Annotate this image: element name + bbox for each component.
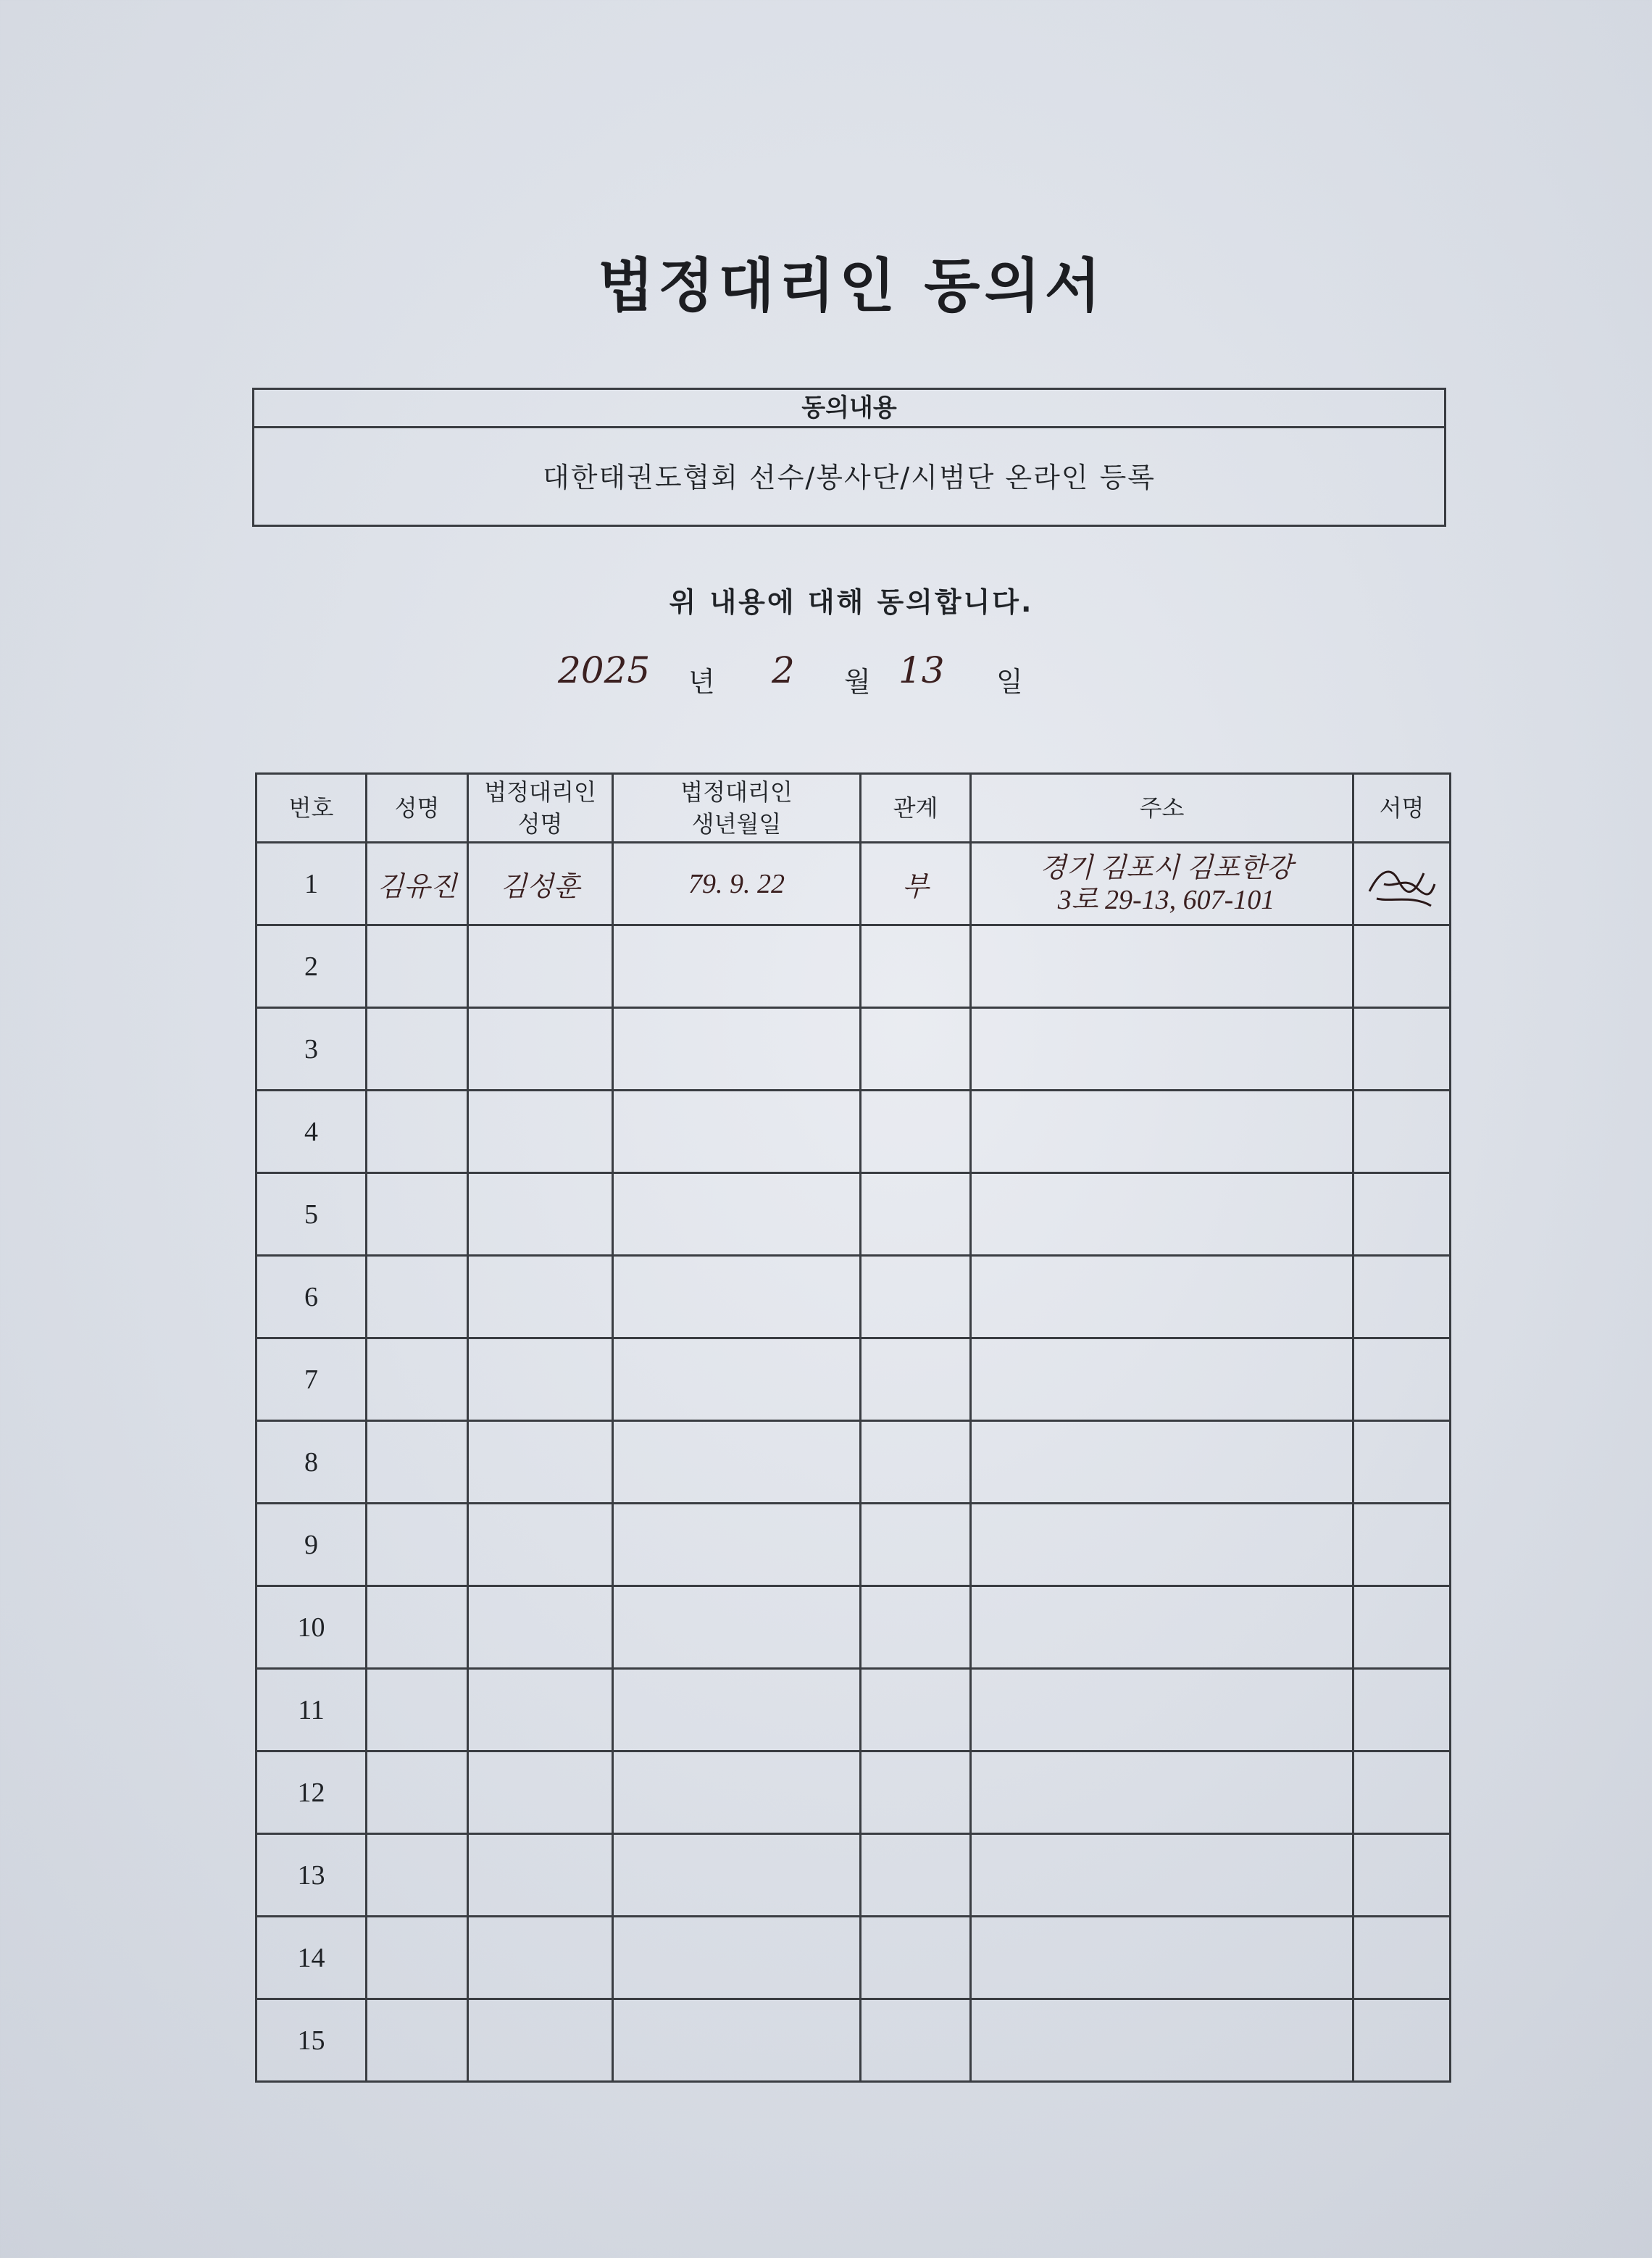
guardian-name [468,1008,613,1091]
table-row [256,1669,1451,1751]
guardian-birth [613,1999,861,2082]
participant-name [367,1999,468,2082]
table-row [256,925,1451,1008]
header-name: 성명 [367,774,468,843]
signature-cell [1353,925,1451,1008]
date-day-label: 일 [996,666,1023,698]
guardian-name [468,1586,613,1669]
relation [861,925,971,1008]
guardian-name [468,1504,613,1586]
document-title: 법정대리인 동의서 [597,252,1106,320]
participant-name [367,1173,468,1256]
guardian-name [468,1421,613,1504]
relation [861,1586,971,1669]
participant-name [367,1586,468,1669]
table-row [256,1751,1451,1834]
signature-cell [1353,1999,1451,2082]
handwritten-signature [1362,855,1442,913]
guardian-birth [613,1834,861,1917]
date-year-label: 년 [688,666,715,698]
guardian-name [468,1091,613,1173]
participant-name [367,1091,468,1173]
row-number: 1 [256,843,367,925]
address [971,1504,1353,1586]
consent-header: 동의내용 [254,390,1444,428]
row-number: 5 [256,1173,367,1256]
address [971,925,1353,1008]
table-row [256,1917,1451,1999]
address-line1: 경기 김포시 김포한강 [1039,852,1293,883]
date-year-value: 2025 [558,649,651,691]
row-number: 14 [256,1917,367,1999]
consent-body: 대한태권도협회 선수/봉사단/시범단 온라인 등록 [542,462,1156,493]
address [971,1586,1353,1669]
relation: 부 [861,843,971,925]
relation [861,1504,971,1586]
guardian-name [468,1834,613,1917]
header-guardian-name [468,774,613,843]
guardian-birth [613,1173,861,1256]
table-row [256,843,1451,925]
signature-cell [1353,843,1451,925]
date-day-value: 13 [898,649,945,691]
guardian-name [468,1338,613,1421]
relation [861,1669,971,1751]
address [971,1008,1353,1091]
participant-name [367,1834,468,1917]
address [971,1834,1353,1917]
table-row [256,1834,1451,1917]
guardian-name [468,1669,613,1751]
address [971,1421,1353,1504]
consent-box [252,388,1446,527]
header-guardian-name-line1: 법정대리인 [484,778,596,806]
relation [861,1091,971,1173]
table-row [256,1999,1451,2082]
guardian-name [468,1256,613,1338]
participant-name [367,1504,468,1586]
participant-name [367,1421,468,1504]
row-number: 10 [256,1586,367,1669]
address [971,1669,1353,1751]
participant-name: 김유진 [367,843,468,925]
signature-cell [1353,1834,1451,1917]
signature-cell [1353,1008,1451,1091]
row-number: 13 [256,1834,367,1917]
agree-statement: 위 내용에 대해 동의합니다. [669,586,1034,618]
participant-name [367,1751,468,1834]
row-number: 11 [256,1669,367,1751]
row-number: 9 [256,1504,367,1586]
row-number: 12 [256,1751,367,1834]
header-guardian-birth [613,774,861,843]
guardian-name: 김성훈 [468,843,613,925]
guardian-birth [613,1586,861,1669]
header-row [256,774,1451,843]
guardian-birth [613,1421,861,1504]
address [971,1256,1353,1338]
participant-name [367,1338,468,1421]
guardian-birth [613,1256,861,1338]
row-number: 7 [256,1338,367,1421]
table-row [256,1173,1451,1256]
relation [861,1256,971,1338]
relation [861,1421,971,1504]
row-number: 6 [256,1256,367,1338]
table-row [256,1421,1451,1504]
signature-cell [1353,1091,1451,1173]
signature-cell [1353,1669,1451,1751]
signature-cell [1353,1504,1451,1586]
row-number: 8 [256,1421,367,1504]
guardian-name [468,1751,613,1834]
header-signature: 서명 [1353,774,1451,843]
address [971,1173,1353,1256]
signature-cell [1353,1917,1451,1999]
table-row [256,1338,1451,1421]
guardian-birth [613,1008,861,1091]
header-guardian-birth-line1: 법정대리인 [680,778,793,806]
date-month-value: 2 [772,649,795,691]
guardian-name [468,1173,613,1256]
row-number: 4 [256,1091,367,1173]
guardian-name [468,1917,613,1999]
guardian-birth [613,1669,861,1751]
table-row [256,1586,1451,1669]
table-row [256,1256,1451,1338]
guardian-birth [613,1091,861,1173]
guardian-birth [613,1917,861,1999]
guardian-birth [613,1504,861,1586]
header-guardian-birth-line2: 생년월일 [691,810,782,838]
row-number: 2 [256,925,367,1008]
address-line2: 3로 29-13, 607-101 [1057,884,1275,915]
relation [861,1917,971,1999]
guardian-birth [613,925,861,1008]
relation [861,1834,971,1917]
relation [861,1751,971,1834]
header-relation: 관계 [861,774,971,843]
relation [861,1008,971,1091]
table-row [256,1008,1451,1091]
participant-name [367,1669,468,1751]
guardian-name [468,925,613,1008]
guardian-birth [613,1751,861,1834]
table-row [256,1091,1451,1173]
participant-name [367,925,468,1008]
signature-cell [1353,1173,1451,1256]
guardian-birth [613,1338,861,1421]
address [971,1751,1353,1834]
address [971,1338,1353,1421]
signature-cell [1353,1256,1451,1338]
signature-cell [1353,1751,1451,1834]
relation [861,1338,971,1421]
signature-cell [1353,1586,1451,1669]
table-row [256,1504,1451,1586]
participant-name [367,1008,468,1091]
header-guardian-name-line2: 성명 [517,810,563,838]
guardian-name [468,1999,613,2082]
relation [861,1173,971,1256]
header-number: 번호 [256,774,367,843]
signature-cell [1353,1421,1451,1504]
row-number: 15 [256,1999,367,2082]
participant-name [367,1256,468,1338]
participant-name [367,1917,468,1999]
header-address: 주소 [971,774,1353,843]
date-month-label: 월 [844,666,871,698]
row-number: 3 [256,1008,367,1091]
address [971,843,1353,925]
address [971,1091,1353,1173]
relation [861,1999,971,2082]
signature-cell [1353,1338,1451,1421]
guardian-birth: 79. 9. 22 [613,843,861,925]
registration-table [255,772,1451,2083]
address [971,1917,1353,1999]
address [971,1999,1353,2082]
